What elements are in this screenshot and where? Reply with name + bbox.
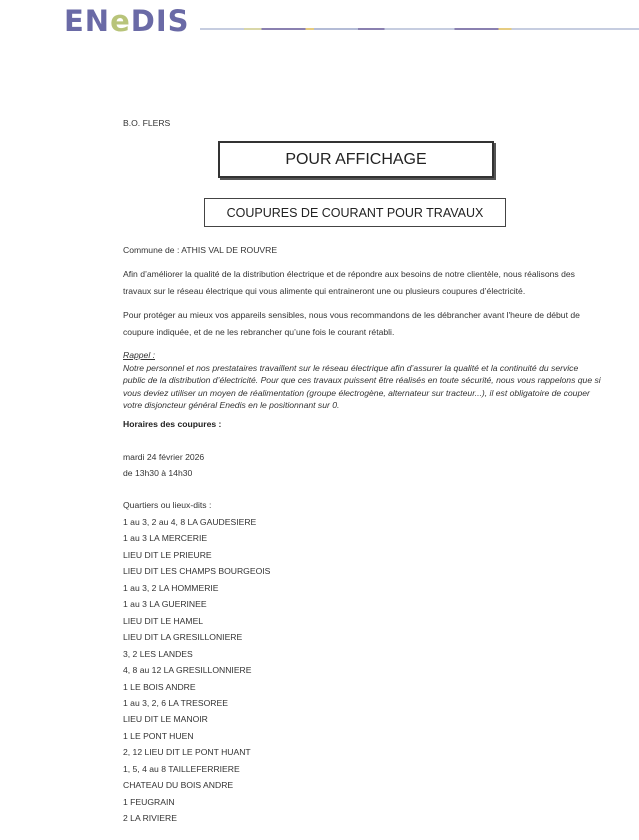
schedule-time: de 13h30 à 14h30 bbox=[123, 468, 193, 478]
list-item: 1 au 3, 2 LA HOMMERIE bbox=[123, 582, 219, 593]
list-item: CHATEAU DU BOIS ANDRE bbox=[123, 780, 234, 791]
office-label: B.O. FLERS bbox=[123, 118, 171, 128]
schedule-heading: Horaires des coupures : bbox=[123, 419, 222, 429]
list-item: 1 au 3, 2 au 4, 8 LA GAUDESIERE bbox=[123, 517, 257, 527]
list-item: LIEU DIT LE HAMEL bbox=[123, 615, 204, 626]
list-item: 1 LE BOIS ANDRE bbox=[123, 681, 196, 692]
list-item: 1, 5, 4 au 8 TAILLEFERRIERE bbox=[123, 763, 240, 774]
paragraph-2: Pour protéger au mieux vos appareils sensibles, nous vous recommandons de les débrancher avant l'heure de début de coupure indiquée, et de ne les rebrancher qu’une fois le courant rétabli. bbox=[123, 310, 580, 337]
list-item: LIEU DIT LA GRESILLONIERE bbox=[123, 632, 243, 643]
list-item: 2, 12 LIEU DIT LE PONT HUANT bbox=[123, 747, 251, 758]
subtitle-text: COUPURES DE COURANT POUR TRAVAUX bbox=[226, 205, 484, 220]
rappel-text: Notre personnel et nos prestataires travaillent sur le réseau électrique afin d’assurer la qualité et la continuité du service public de la distribution d’électricité. Pour que ces travaux puissent être réalisés en toute sécurité, nous vous rappelons que si vous deviez utiliser un moyen de réalimentation (groupe électrogène, alternateur sur tracteur...), il est obligatoire de couper votre disjoncteur général Enedis en le positionnant sur 0. bbox=[123, 362, 601, 410]
list-item: 1 LE PONT HUEN bbox=[123, 730, 194, 741]
list-item: 1 au 3 LA GUERINEE bbox=[123, 599, 207, 610]
commune: Commune de : ATHIS VAL DE ROUVRE bbox=[123, 245, 278, 255]
list-item: LIEU DIT LE MANOIR bbox=[123, 714, 208, 725]
header-rule bbox=[200, 28, 639, 30]
rappel-label: Rappel : bbox=[123, 350, 156, 360]
list-item: LIEU DIT LE PRIEURE bbox=[123, 549, 212, 560]
title-text: POUR AFFICHAGE bbox=[285, 150, 427, 168]
list-item: 3, 2 LES LANDES bbox=[123, 648, 193, 659]
list-item: 1 au 3, 2, 6 LA TRESOREE bbox=[123, 697, 228, 708]
places-heading: Quartiers ou lieux-dits : bbox=[123, 500, 212, 510]
list-item: 1 au 3 LA MERCERIE bbox=[123, 533, 208, 544]
list-item: 4, 8 au 12 LA GRESILLONNIERE bbox=[123, 665, 252, 676]
list-item: LIEU DIT LES CHAMPS BOURGEOIS bbox=[123, 566, 271, 577]
page-subtitle bbox=[204, 198, 506, 227]
schedule-date: mardi 24 février 2026 bbox=[123, 452, 205, 462]
enedis-logo: ENeDIS bbox=[64, 4, 190, 38]
page-title bbox=[218, 141, 494, 178]
places-list bbox=[123, 514, 270, 827]
list-item: 2 LA RIVIERE bbox=[123, 813, 177, 824]
list-item: 1 FEUGRAIN bbox=[123, 796, 175, 807]
paragraph-1: Afin d’améliorer la qualité de la distribution électrique et de répondre aux besoins de notre clientèle, nous réalisons des travaux sur le réseau électrique qui vous alimente qui entraineront une ou plusieurs coupures d’électricité. bbox=[123, 269, 575, 296]
rappel-block bbox=[123, 349, 603, 412]
